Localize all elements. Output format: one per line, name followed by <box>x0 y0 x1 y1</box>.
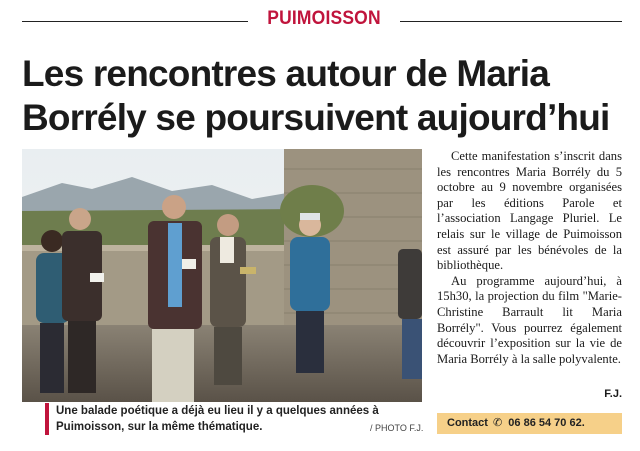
photo-illustration <box>22 149 422 402</box>
photo-credit: / PHOTO F.J. <box>370 423 424 433</box>
article-photo <box>22 149 422 402</box>
article-headline: Les rencontres autour de Maria Borrély se poursuivent aujourd’hui <box>22 53 610 138</box>
section-header <box>0 8 640 32</box>
section-label: PUIMOISSON <box>267 8 381 29</box>
phone-icon: ✆ <box>493 417 503 429</box>
article-paragraph: Cette manifestation s’inscrit dans les rencontres Maria Borrély du 5 octobre au 9 novembre organisées par les éditions Parole et l’association Langage Pluriel. Le relais sur le village de Puimoisson est assuré par les bénévoles de la bibliothèque. <box>437 149 622 273</box>
caption-accent-bar <box>45 403 49 435</box>
article-body <box>437 149 622 367</box>
contact-phone[interactable]: 06 86 54 70 62. <box>508 417 585 429</box>
photo-caption: Une balade poétique a déjà eu lieu il y a quelques années à Puimoisson, sur la même thématique. <box>56 405 379 433</box>
contact-box <box>437 413 622 434</box>
section-rule-left <box>22 21 248 22</box>
article-paragraph: Au programme aujourd’hui, à 15h30, la projection du film "Marie-Christine Barrault lit Maria Borrély". Vous pourrez également découvrir l’exposition sur la vie de Maria Borrély à la salle polyvalente. <box>437 273 622 366</box>
section-rule-right <box>400 21 622 22</box>
author-signature: F.J. <box>604 388 622 400</box>
contact-label: Contact <box>447 417 488 429</box>
